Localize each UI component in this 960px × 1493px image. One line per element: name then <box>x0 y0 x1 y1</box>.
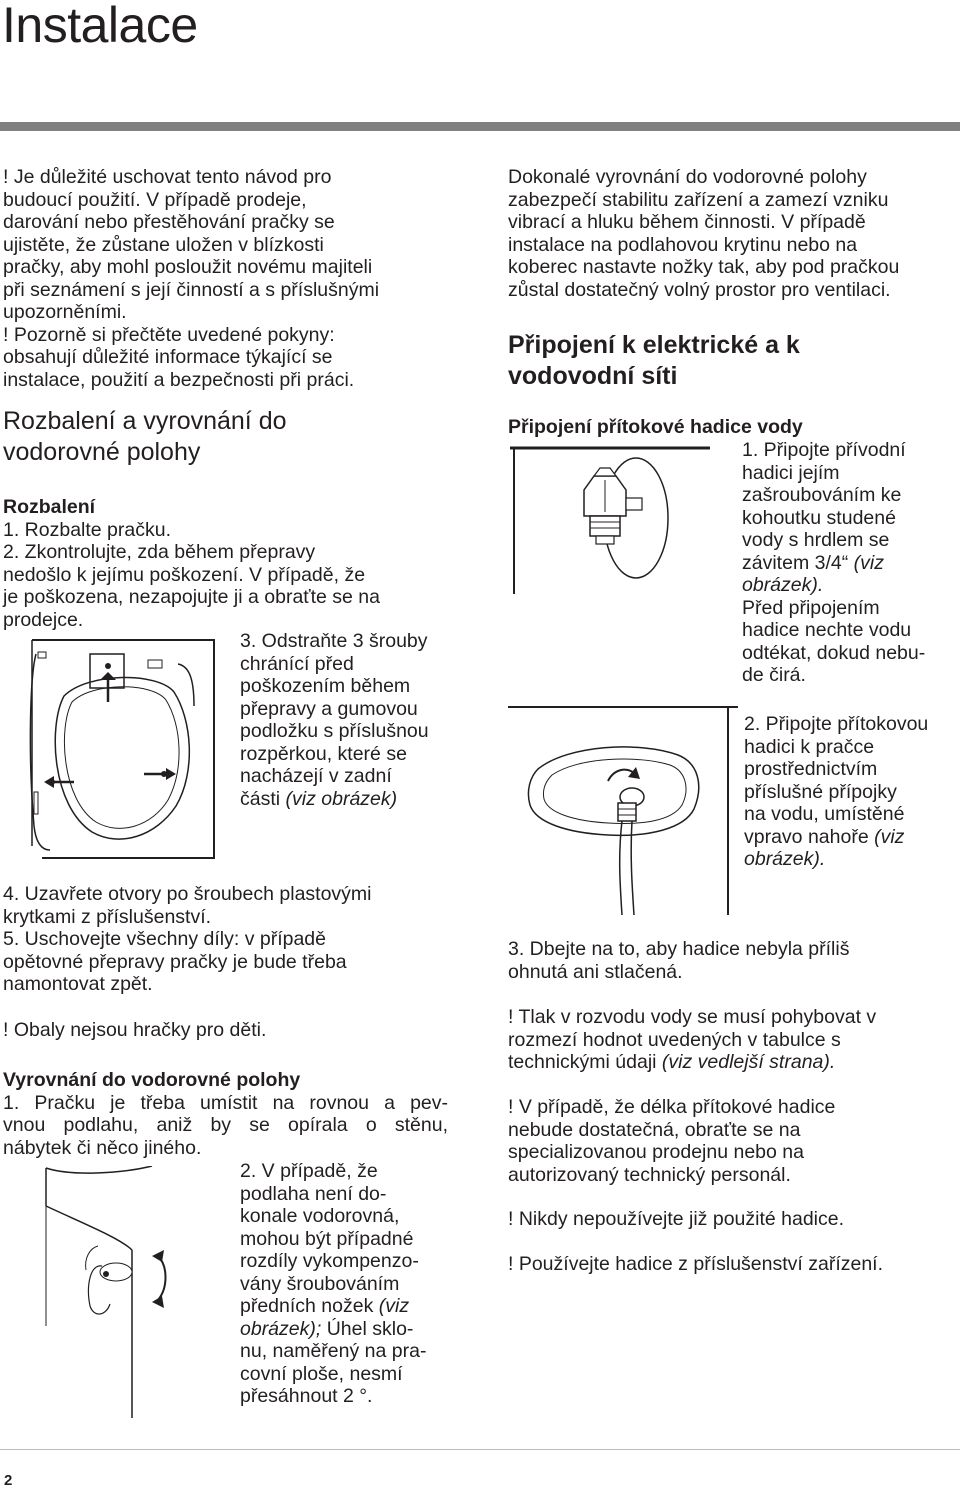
hose2-line: na vodu, umístěné <box>744 803 905 825</box>
level-line: vnou podlahu, aniž by se opírala o stěnu, <box>3 1114 448 1136</box>
level2-line: vány šroubováním <box>240 1272 400 1295</box>
unpack-block <box>3 496 463 631</box>
hose2-line: 2. Připojte přítokovou <box>744 713 929 735</box>
hose-step1-block <box>742 439 960 687</box>
hose-line: hadice nechte vodu <box>742 619 912 641</box>
step-line: 5. Uschovejte všechny díly: v případě <box>3 928 326 950</box>
level2-line: konale vodorovná, <box>240 1205 400 1227</box>
step3-line: rozpěrkou, které se <box>240 742 407 765</box>
hose-step3-block: 3. Dbejte na to, aby hadice nebyla příliš ohnutá ani stlačená. <box>508 938 850 983</box>
hose-line: zašroubováním ke <box>742 484 902 506</box>
level2-line: přesáhnout 2 °. <box>240 1385 373 1407</box>
step-line: 2. Zkontrolujte, zda během přepravy <box>3 541 316 563</box>
unpack-section-heading: Rozbalení a vyrovnání do vodorovné polohy <box>3 407 287 466</box>
level-heading: Vyrovnání do vodorovné polohy <box>3 1069 301 1091</box>
hose2-line: prostřednictvím <box>744 758 878 780</box>
hose-step2-block <box>744 713 960 871</box>
step3-line: chránící před <box>240 652 354 675</box>
intro-line: při seznámení s její činností a s příslušnými <box>3 278 380 301</box>
intro-line: darování nebo přestěhování pračky se <box>3 211 335 233</box>
step-line: je poškozena, nezapojujte ji a obraťte se na <box>3 586 380 608</box>
step3-line: 3. Odstraňte 3 šrouby <box>240 630 428 652</box>
inlet-figure <box>508 705 738 915</box>
step-line: opětovné přepravy pračky je bude třeba <box>3 950 347 973</box>
level-line: 1. Pračku je třeba umístit na rovnou a pev- <box>3 1091 448 1114</box>
children-warning: ! Obaly nejsou hračky pro děti. <box>3 1019 267 1041</box>
level2-line: obrázek); Úhel sklo- <box>240 1317 414 1340</box>
hose-line: kohoutku studené <box>742 506 896 529</box>
step-line: nedošlo k jejímu poškození. V případě, že <box>3 563 366 586</box>
intro-line: budoucí použití. V případě prodeje, <box>3 188 307 211</box>
hose2-line: příslušné přípojky <box>744 780 897 803</box>
level2-line: 2. V případě, že <box>240 1160 378 1182</box>
step-line: 1. Rozbalte pračku. <box>3 518 172 541</box>
intro-line: ujistěte, že zůstane uložen v blízkosti <box>3 233 324 256</box>
footer-rule <box>0 1449 960 1450</box>
intro-line: instalace, použití a bezpečnosti při práci. <box>3 368 355 391</box>
intro-line: instalace na podlahovou krytinu nebo na <box>508 233 858 256</box>
step3-block <box>240 630 470 810</box>
intro-line: zůstal dostatečný volný prostor pro ventilaci. <box>508 278 891 301</box>
step3-line: části (viz obrázek) <box>240 787 398 810</box>
hose-line: obrázek). <box>742 574 824 596</box>
step3-line: nacházejí v zadní <box>240 765 392 787</box>
intro-line: ! Pozorně si přečtěte uvedené pokyny: <box>3 323 335 346</box>
level-block <box>3 1069 448 1159</box>
intro-line: ! Je důležité uschovat tento návod pro <box>3 166 332 188</box>
level2-line: covní ploše, nesmí <box>240 1362 403 1385</box>
step3-line: poškozením během <box>240 675 411 697</box>
unpack-heading: Rozbalení <box>3 496 96 518</box>
leveling-foot-figure <box>40 1166 220 1418</box>
level2-line: rozdíly vykompenzo- <box>240 1250 419 1272</box>
steps-after <box>3 883 463 996</box>
step-line: krytkami z příslušenství. <box>3 905 212 928</box>
level-line: nábytek či něco jiného. <box>3 1136 202 1159</box>
step-line: prodejce. <box>3 608 84 631</box>
level2-line: nu, naměřený na pra- <box>240 1340 427 1362</box>
use-supplied-hoses-note: ! Používejte hadice z příslušenství zařízení. <box>508 1253 884 1275</box>
intro-line: pračky, aby mohl posloužit novému majiteli <box>3 256 373 278</box>
machine-back-figure <box>28 636 218 862</box>
intro-line: koberec nastavte nožky tak, aby pod pračkou <box>508 256 900 278</box>
length-note: ! V případě, že délka přítokové hadice nebude dostatečná, obraťte se na specializovanou prodejnu nebo na autorizovaný technický personál. <box>508 1096 836 1186</box>
intro-line: Dokonalé vyrovnání do vodorovné polohy <box>508 166 867 188</box>
hose2-line: obrázek). <box>744 848 826 870</box>
hose-line: hadici jejím <box>742 461 840 484</box>
level2-line: podlaha není do- <box>240 1182 387 1205</box>
intro-line: upozorněními. <box>3 301 127 323</box>
header-rule <box>0 122 960 131</box>
no-used-hoses-note: ! Nikdy nepoužívejte již použité hadice. <box>508 1208 845 1230</box>
intro-line: zabezpečí stabilitu zařízení a zamezí vzniku <box>508 188 889 211</box>
hose-line: 1. Připojte přívodní <box>742 439 906 461</box>
step3-line: přepravy a gumovou <box>240 697 418 720</box>
intro-line: obsahují důležité informace týkající se <box>3 346 333 368</box>
hose-line: de čirá. <box>742 664 806 686</box>
hose-heading: Připojení přítokové hadice vody <box>508 416 803 438</box>
left-intro <box>3 166 463 391</box>
level2-line: mohou být případné <box>240 1227 414 1250</box>
hose2-line: hadici k pračce <box>744 735 875 758</box>
hose-line: vody s hrdlem se <box>742 529 890 551</box>
page-title: Instalace <box>2 0 198 53</box>
hose-heading-block <box>508 416 958 439</box>
hose-line: Před připojením <box>742 596 880 619</box>
hose-line: závitem 3/4“ (viz <box>742 551 884 574</box>
connection-section-heading: Připojení k elektrické a k vodovodní síti <box>508 331 800 390</box>
step3-line: podložku s příslušnou <box>240 720 429 742</box>
intro-line: vibrací a hluku během činnosti. V případě <box>508 211 866 233</box>
hose2-line: vpravo nahoře (viz <box>744 825 905 848</box>
step-line: 4. Uzavřete otvory po šroubech plastovými <box>3 883 372 905</box>
tap-figure <box>510 446 710 596</box>
page-number: 2 <box>4 1472 13 1489</box>
hose-line: odtékat, dokud nebu- <box>742 641 926 664</box>
right-intro <box>508 166 958 301</box>
level-step2-block <box>240 1160 470 1408</box>
pressure-note: ! Tlak v rozvodu vody se musí pohybovat v rozmezí hodnot uvedených v tabulce s technickými údaji (viz vedlejší strana). <box>508 1006 877 1073</box>
step-line: namontovat zpět. <box>3 973 153 995</box>
level2-line: předních nožek (viz <box>240 1295 410 1317</box>
